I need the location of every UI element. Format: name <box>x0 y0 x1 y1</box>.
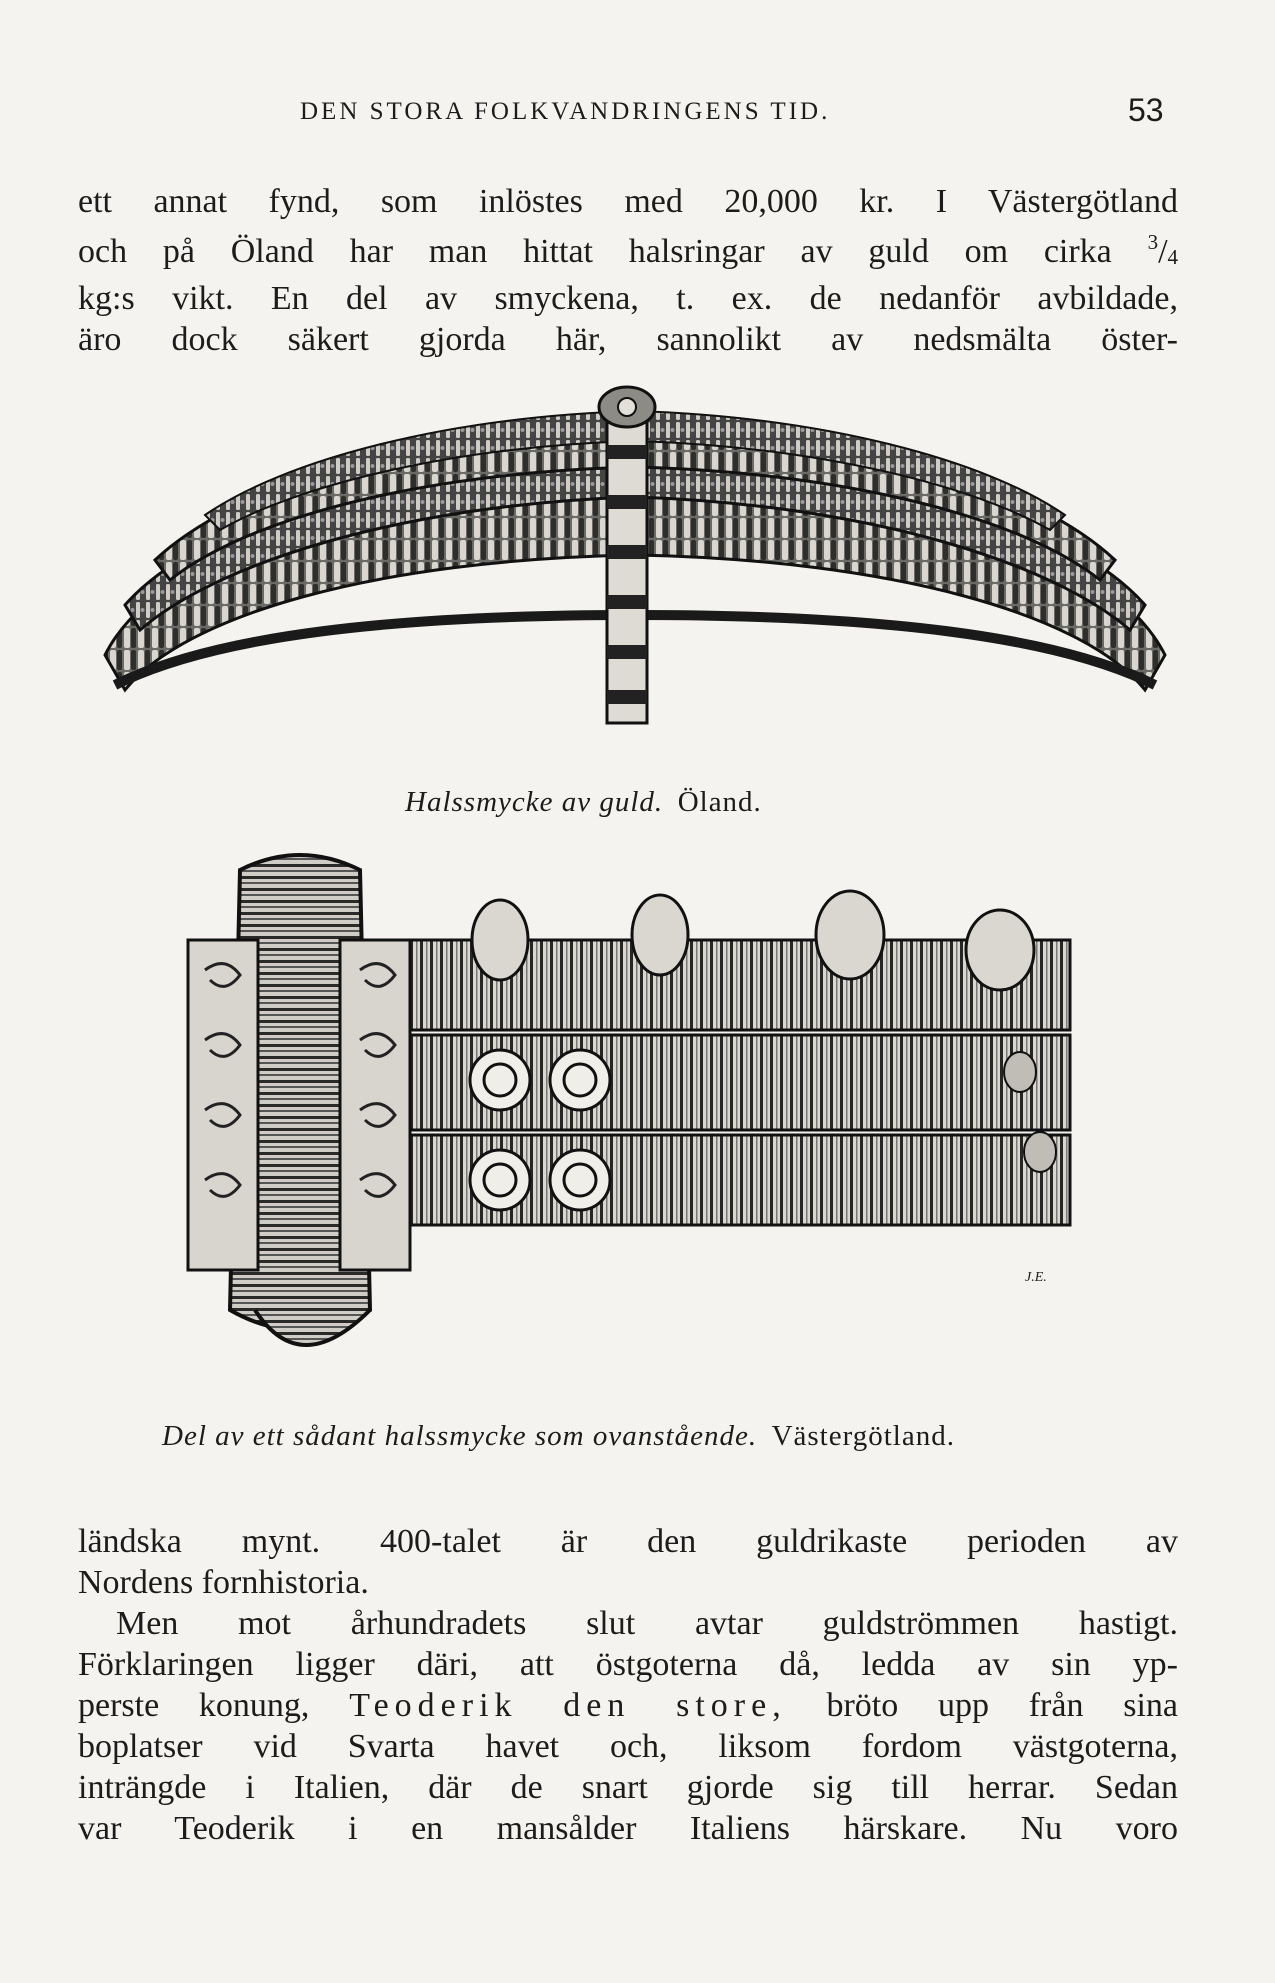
figure2-caption <box>162 1420 955 1453</box>
figure1-caption <box>405 786 762 819</box>
top-paragraph <box>78 181 1178 360</box>
text-line: Men mot århundradets slut avtar guldströmmen hastigt. <box>116 1605 1178 1642</box>
necklace-detail-illustration <box>160 840 1110 1400</box>
text-line: inträngde i Italien, där de snart gjorde sig till herrar. Sedan <box>78 1769 1178 1806</box>
text-line: kg:s vikt. En del av smyckena, t. ex. de nedanför avbildade, <box>78 280 1178 317</box>
page-header <box>0 92 1275 142</box>
text-line-body: och på Öland har man hittat halsringar av guld om cirka <box>78 233 1112 270</box>
caption-italic: Del av ett sådant halssmycke som ovanstående. <box>162 1420 758 1452</box>
fraction-denominator: 4 <box>1167 245 1179 269</box>
page-number: 53 <box>1128 92 1164 128</box>
caption-place: Västergötland. <box>771 1420 955 1452</box>
text-line: Förklaringen ligger däri, att östgoterna då, ledda av sin yp- <box>78 1646 1178 1683</box>
text-line: var Teoderik i en mansålder Italiens härskare. Nu voro <box>78 1810 1178 1847</box>
text-line <box>78 1685 1178 1726</box>
person-name: Teoderik den store, <box>349 1687 787 1724</box>
text-segment: perste konung, <box>78 1687 310 1724</box>
text-line: Nordens fornhistoria. <box>78 1564 369 1601</box>
necklace-illustration <box>95 385 1175 765</box>
text-line: boplatser vid Svarta havet och, liksom fordom västgoterna, <box>78 1728 1178 1765</box>
text-line: äro dock säkert gjorda här, sannolikt av nedsmälta öster- <box>78 321 1178 358</box>
bottom-paragraph <box>78 1521 1178 1849</box>
caption-place: Öland. <box>677 786 762 818</box>
text-line: ländska mynt. 400-talet är den guldrikaste perioden av <box>78 1523 1178 1560</box>
caption-italic: Halssmycke av guld. <box>405 786 664 818</box>
fraction: $^3$/4 <box>1147 230 1179 270</box>
fraction-numerator: 3 <box>1147 230 1159 254</box>
running-head: DEN STORA FOLKVANDRINGENS TID. <box>300 98 831 125</box>
figure2-signature: J.E. <box>1025 1270 1047 1285</box>
text-line: ett annat fynd, som inlöstes med 20,000 kr. I Västergötland <box>78 183 1178 220</box>
text-line <box>78 222 1178 278</box>
text-segment: bröto upp från sina <box>826 1687 1178 1724</box>
